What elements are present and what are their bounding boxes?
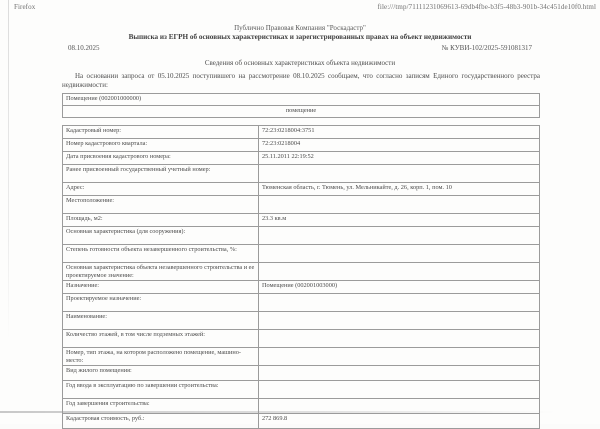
row-label: Год завершения строительства:	[63, 399, 259, 414]
document-number: № КУВИ-102/2025-591081317	[441, 44, 532, 52]
row-label: Количество этажей, в том числе подземных этажей:	[63, 330, 259, 348]
table-row	[63, 152, 540, 165]
row-value	[259, 399, 540, 414]
section-title: Сведения об основных характеристиках объекта недвижимости	[204, 59, 396, 67]
characteristics-table	[62, 125, 540, 429]
row-value: 72:23:0218004:3751	[259, 126, 540, 139]
row-label: Кадастровый номер:	[63, 126, 259, 139]
table-row	[63, 281, 540, 294]
row-label: Местоположение:	[63, 196, 259, 214]
table-row	[63, 312, 540, 330]
row-label: Проектируемое назначение:	[63, 294, 259, 312]
table-row	[63, 196, 540, 214]
row-value: 25.11.2011 22:19:52	[259, 152, 540, 165]
row-label: Степень готовности объекта незавершенного строительства, %:	[63, 245, 259, 263]
print-header	[14, 3, 596, 11]
row-value	[259, 348, 540, 366]
row-value: 72:23:0218004	[259, 139, 540, 152]
table-row	[63, 381, 540, 399]
row-value	[259, 245, 540, 263]
row-value	[259, 165, 540, 183]
table-row	[63, 245, 540, 263]
table-row	[63, 94, 540, 106]
table-row	[63, 330, 540, 348]
row-label: Площадь, м2:	[63, 214, 259, 227]
row-value	[259, 312, 540, 330]
row-value	[259, 381, 540, 399]
row-label: Назначение:	[63, 281, 259, 294]
row-label: Номер кадастрового квартала:	[63, 139, 259, 152]
date-number-line	[68, 44, 532, 52]
table-row	[63, 294, 540, 312]
table-row	[63, 106, 540, 118]
row-label: Основная характеристика объекта незавершенного строительства и ее проектируемое значение:	[63, 263, 259, 281]
table-row	[63, 263, 540, 281]
table-row	[63, 165, 540, 183]
table-row	[63, 399, 540, 414]
row-label: Год ввода в эксплуатацию по завершении строительства:	[63, 381, 259, 399]
browser-app-name: Firefox	[14, 3, 36, 11]
table-row	[63, 183, 540, 196]
egrn-document	[0, 12, 600, 429]
row-value	[259, 330, 540, 348]
table-row	[63, 126, 540, 139]
table-row	[63, 227, 540, 245]
row-value: 23.3 кв.м	[259, 214, 540, 227]
table-row	[63, 348, 540, 366]
object-type-table	[62, 93, 540, 118]
table-row	[63, 414, 540, 429]
row-label: Наименование:	[63, 312, 259, 330]
document-title: Выписка из ЕГРН об основных характеристиках и зарегистрированных правах на объект недвижимости	[128, 33, 472, 41]
document-date: 08.10.2025	[68, 44, 100, 52]
row-label: Кадастровая стоимость, руб.:	[63, 414, 259, 429]
page-url: file:///tmp/71111231069613-69db4fbe-b3f5-48b3-901b-34c451de10f0.html	[377, 3, 596, 11]
intro-text: На основании запроса от 05.10.2025 поступившего на рассмотрение 08.10.2025 сообщаем, что согласно записям Единого государственного реестра недвижимости:	[62, 72, 540, 89]
row-value	[259, 294, 540, 312]
object-type-value: Помещение (002001000000)	[63, 94, 540, 106]
object-kind-value: помещение	[63, 106, 540, 118]
row-label: Адрес:	[63, 183, 259, 196]
row-value: 272 869.8	[259, 414, 540, 429]
company-name: Публично Правовая Компания "Роскадастр"	[234, 24, 366, 32]
row-label: Ранее присвоенный государственный учетный номер:	[63, 165, 259, 183]
row-value: Тюменская область, г. Тюмень, ул. Мельникайте, д. 26, корп. 1, пом. 10	[259, 183, 540, 196]
row-label: Вид жилого помещения:	[63, 366, 259, 381]
row-value	[259, 366, 540, 381]
row-value	[259, 263, 540, 281]
row-label: Номер, тип этажа, на котором расположено помещение, машино-место:	[63, 348, 259, 366]
row-value	[259, 227, 540, 245]
row-value: Помещение (002001003000)	[259, 281, 540, 294]
row-label: Дата присвоения кадастрового номера:	[63, 152, 259, 165]
table-row	[63, 139, 540, 152]
row-label: Основная характеристика (для сооружения):	[63, 227, 259, 245]
row-value	[259, 196, 540, 214]
table-row	[63, 366, 540, 381]
table-row	[63, 214, 540, 227]
